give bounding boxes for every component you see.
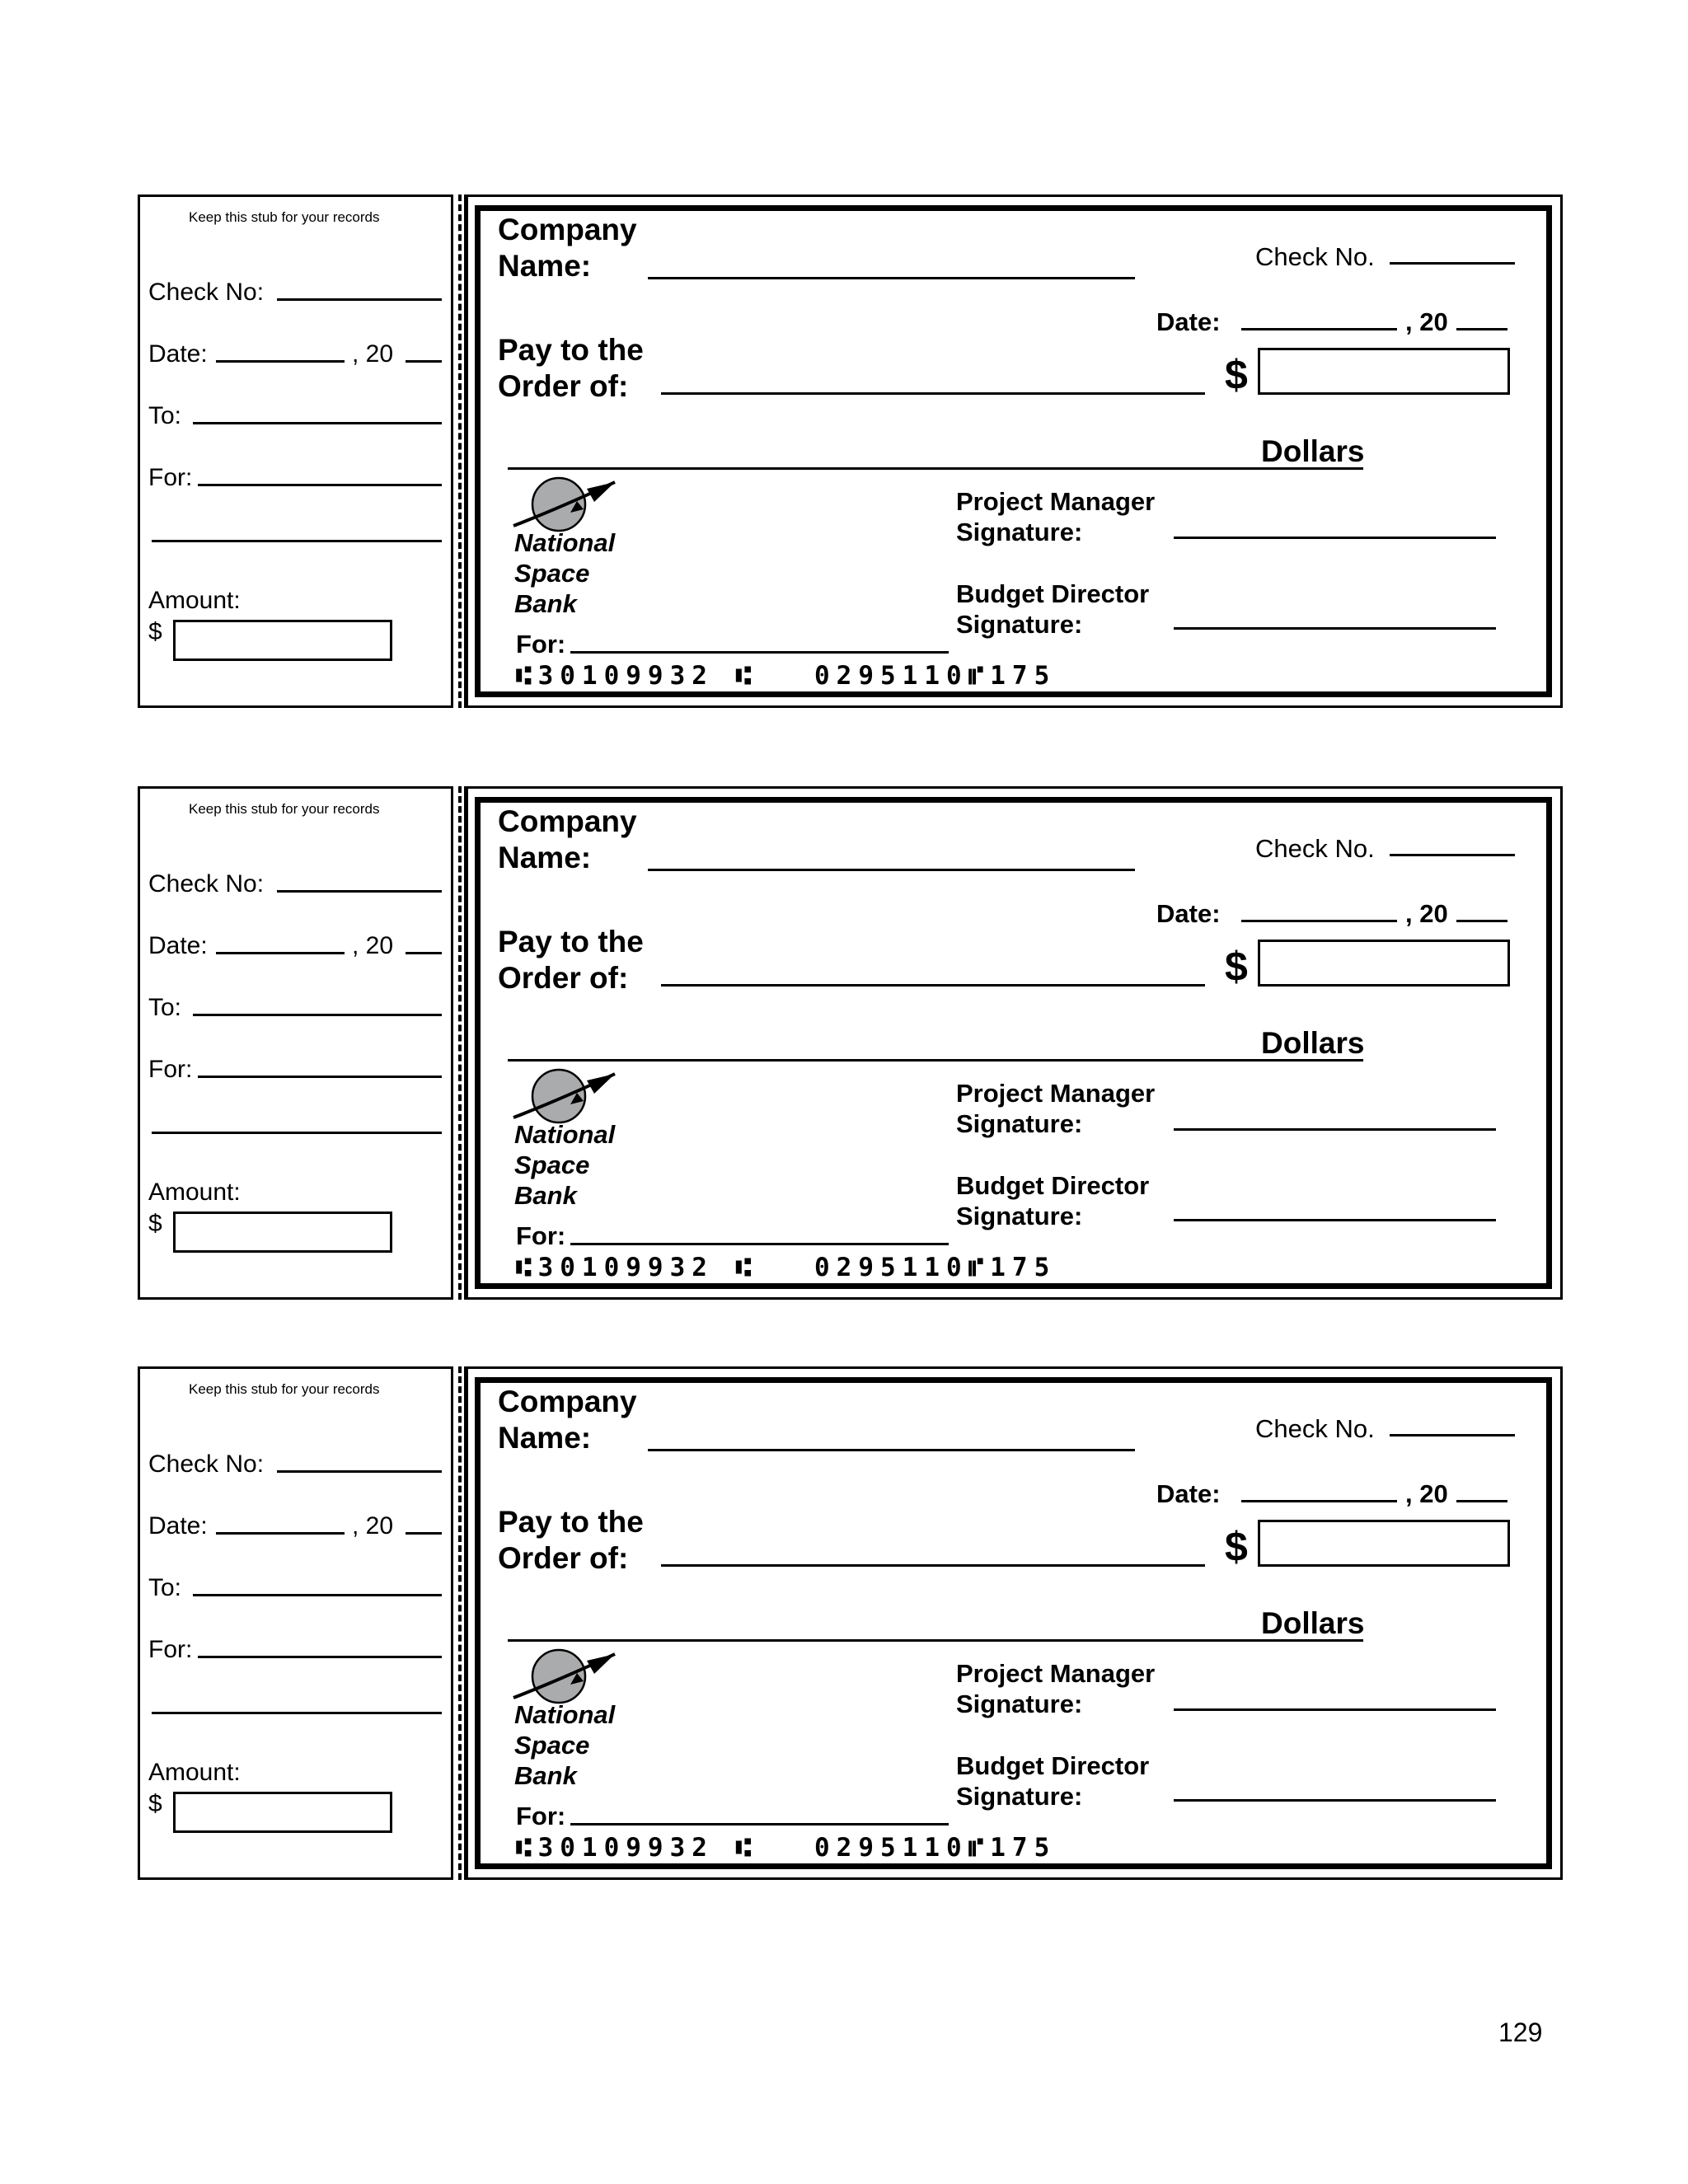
stub-title: Keep this stub for your records xyxy=(189,801,380,817)
company-label-line1: Company xyxy=(498,804,637,838)
company-label-line2: Name: xyxy=(498,841,592,874)
stub-date-label: Date: xyxy=(148,340,208,368)
stub-to-field[interactable] xyxy=(193,1014,442,1016)
micr-account: 0295110⑈175 xyxy=(814,1833,1057,1863)
pay-label-line1: Pay to the xyxy=(498,925,644,958)
amount-field[interactable] xyxy=(1258,940,1510,987)
stub-year-prefix: , 20 xyxy=(352,1512,394,1540)
stub-dollar-sign: $ xyxy=(148,1790,162,1817)
bank-name-line2: Space xyxy=(514,559,590,588)
stub-dollar-sign: $ xyxy=(148,618,162,645)
stub-for-field[interactable] xyxy=(198,1076,442,1078)
rocket-planet-logo-icon xyxy=(511,1648,618,1706)
bank-name-line3: Bank xyxy=(514,1181,577,1210)
stub-check-no-label: Check No: xyxy=(148,1451,265,1478)
payee-field[interactable] xyxy=(661,984,1205,987)
year-prefix: , 20 xyxy=(1405,307,1448,336)
stub-amount-label: Amount: xyxy=(148,1759,241,1786)
stub-date-field[interactable] xyxy=(216,360,345,363)
bank-name-line3: Bank xyxy=(514,589,577,618)
pm-label-line1: Project Manager xyxy=(956,1079,1156,1108)
stub-year-prefix: , 20 xyxy=(352,340,394,368)
stub-to-label: To: xyxy=(148,402,182,429)
pm-signature-field[interactable] xyxy=(1174,1708,1496,1711)
perforation-line xyxy=(458,786,462,1300)
stub-amount-field[interactable] xyxy=(173,620,392,661)
payee-field[interactable] xyxy=(661,1564,1205,1567)
stub-for-label: For: xyxy=(148,1636,193,1663)
micr-routing: ⑆30109932 ⑆ xyxy=(516,1833,758,1863)
check-no-field[interactable] xyxy=(1390,1434,1515,1436)
stub-for-field[interactable] xyxy=(198,1656,442,1658)
bank-name-line1: National xyxy=(514,1700,616,1729)
company-label-line2: Name: xyxy=(498,1421,592,1455)
amount-field[interactable] xyxy=(1258,348,1510,395)
pm-label-line1: Project Manager xyxy=(956,1659,1156,1688)
year-prefix: , 20 xyxy=(1405,1479,1448,1508)
bd-label-line2: Signature: xyxy=(956,1782,1083,1811)
dollars-label: Dollars xyxy=(1261,1606,1365,1640)
check-form-2 xyxy=(0,786,1688,1314)
perforation-line xyxy=(458,194,462,708)
year-field[interactable] xyxy=(1456,328,1507,330)
amount-words-field[interactable] xyxy=(508,1059,1363,1062)
stub-for-field-2[interactable] xyxy=(152,1712,442,1714)
bd-signature-field[interactable] xyxy=(1174,627,1496,630)
company-name-field[interactable] xyxy=(648,277,1135,279)
memo-for-field[interactable] xyxy=(570,1243,949,1245)
bank-name-line1: National xyxy=(514,528,616,557)
dollars-label: Dollars xyxy=(1261,434,1365,468)
bd-label-line2: Signature: xyxy=(956,1202,1083,1230)
micr-routing: ⑆30109932 ⑆ xyxy=(516,1253,758,1282)
bank-name-line2: Space xyxy=(514,1731,590,1760)
amount-dollar-sign: $ xyxy=(1225,352,1248,398)
micr-account: 0295110⑈175 xyxy=(814,1253,1057,1282)
memo-for-label: For: xyxy=(516,1802,566,1830)
stub-year-field[interactable] xyxy=(406,360,442,363)
date-label: Date: xyxy=(1156,1479,1221,1508)
amount-words-field[interactable] xyxy=(508,1639,1363,1642)
bank-name-line1: National xyxy=(514,1120,616,1149)
page-number: 129 xyxy=(1498,2018,1543,2047)
bd-label-line1: Budget Director xyxy=(956,1751,1150,1780)
stub-amount-field[interactable] xyxy=(173,1212,392,1253)
stub-year-field[interactable] xyxy=(406,1532,442,1535)
memo-for-label: For: xyxy=(516,1221,566,1250)
bd-signature-field[interactable] xyxy=(1174,1219,1496,1221)
stub-check-no-field[interactable] xyxy=(277,890,442,893)
stub-title: Keep this stub for your records xyxy=(189,209,380,225)
stub-date-field[interactable] xyxy=(216,1532,345,1535)
year-prefix: , 20 xyxy=(1405,899,1448,928)
dollars-label: Dollars xyxy=(1261,1026,1365,1060)
bank-name-line2: Space xyxy=(514,1151,590,1179)
stub-for-field-2[interactable] xyxy=(152,1132,442,1134)
bd-label-line2: Signature: xyxy=(956,610,1083,639)
rocket-planet-logo-icon xyxy=(511,1068,618,1126)
perforation-line xyxy=(458,1366,462,1880)
pm-label-line1: Project Manager xyxy=(956,487,1156,516)
date-field[interactable] xyxy=(1241,920,1397,922)
date-label: Date: xyxy=(1156,899,1221,928)
stub-date-field[interactable] xyxy=(216,952,345,954)
stub-for-label: For: xyxy=(148,464,193,491)
check-no-label: Check No. xyxy=(1255,242,1375,271)
date-field[interactable] xyxy=(1241,328,1397,330)
check-no-field[interactable] xyxy=(1390,854,1515,856)
amount-dollar-sign: $ xyxy=(1225,944,1248,990)
stub-for-field[interactable] xyxy=(198,484,442,486)
memo-for-field[interactable] xyxy=(570,651,949,654)
company-label-line1: Company xyxy=(498,213,637,246)
pm-signature-field[interactable] xyxy=(1174,537,1496,539)
stub-amount-field[interactable] xyxy=(173,1792,392,1833)
amount-dollar-sign: $ xyxy=(1225,1524,1248,1570)
company-label-line1: Company xyxy=(498,1385,637,1418)
stub-amount-label: Amount: xyxy=(148,1179,241,1206)
date-field[interactable] xyxy=(1241,1500,1397,1502)
stub-check-no-label: Check No: xyxy=(148,279,265,306)
pm-label-line2: Signature: xyxy=(956,1109,1083,1138)
stub-to-field[interactable] xyxy=(193,1594,442,1596)
bd-label-line1: Budget Director xyxy=(956,1171,1150,1200)
year-field[interactable] xyxy=(1456,920,1507,922)
stub-amount-label: Amount: xyxy=(148,587,241,614)
amount-field[interactable] xyxy=(1258,1520,1510,1567)
stub-dollar-sign: $ xyxy=(148,1210,162,1237)
check-form-1 xyxy=(0,194,1688,722)
stub-date-label: Date: xyxy=(148,1512,208,1540)
stub-check-no-field[interactable] xyxy=(277,1470,442,1473)
stub-year-prefix: , 20 xyxy=(352,932,394,959)
stub-to-label: To: xyxy=(148,1574,182,1601)
company-name-field[interactable] xyxy=(648,869,1135,871)
bd-label-line1: Budget Director xyxy=(956,579,1150,608)
check-no-label: Check No. xyxy=(1255,1414,1375,1443)
bd-signature-field[interactable] xyxy=(1174,1799,1496,1802)
micr-routing: ⑆30109932 ⑆ xyxy=(516,661,758,691)
pm-label-line2: Signature: xyxy=(956,518,1083,546)
check-no-label: Check No. xyxy=(1255,834,1375,863)
stub-for-label: For: xyxy=(148,1056,193,1083)
check-form-3 xyxy=(0,1366,1688,1894)
stub-to-label: To: xyxy=(148,994,182,1021)
stub-title: Keep this stub for your records xyxy=(189,1381,380,1397)
stub-to-field[interactable] xyxy=(193,422,442,424)
pm-signature-field[interactable] xyxy=(1174,1128,1496,1131)
pay-label-line1: Pay to the xyxy=(498,1505,644,1539)
year-field[interactable] xyxy=(1456,1500,1507,1502)
stub-year-field[interactable] xyxy=(406,952,442,954)
stub-date-label: Date: xyxy=(148,932,208,959)
stub-check-no-field[interactable] xyxy=(277,298,442,301)
pay-label-line1: Pay to the xyxy=(498,333,644,367)
company-name-field[interactable] xyxy=(648,1449,1135,1451)
rocket-planet-logo-icon xyxy=(511,476,618,534)
payee-field[interactable] xyxy=(661,392,1205,395)
memo-for-label: For: xyxy=(516,630,566,658)
pm-label-line2: Signature: xyxy=(956,1690,1083,1718)
stub-for-field-2[interactable] xyxy=(152,540,442,542)
amount-words-field[interactable] xyxy=(508,467,1363,470)
memo-for-field[interactable] xyxy=(570,1823,949,1825)
check-no-field[interactable] xyxy=(1390,262,1515,265)
bank-name-line3: Bank xyxy=(514,1761,577,1790)
company-label-line2: Name: xyxy=(498,249,592,283)
pay-label-line2: Order of: xyxy=(498,369,629,403)
stub-check-no-label: Check No: xyxy=(148,870,265,898)
date-label: Date: xyxy=(1156,307,1221,336)
pay-label-line2: Order of: xyxy=(498,1541,629,1575)
micr-account: 0295110⑈175 xyxy=(814,661,1057,691)
pay-label-line2: Order of: xyxy=(498,961,629,995)
